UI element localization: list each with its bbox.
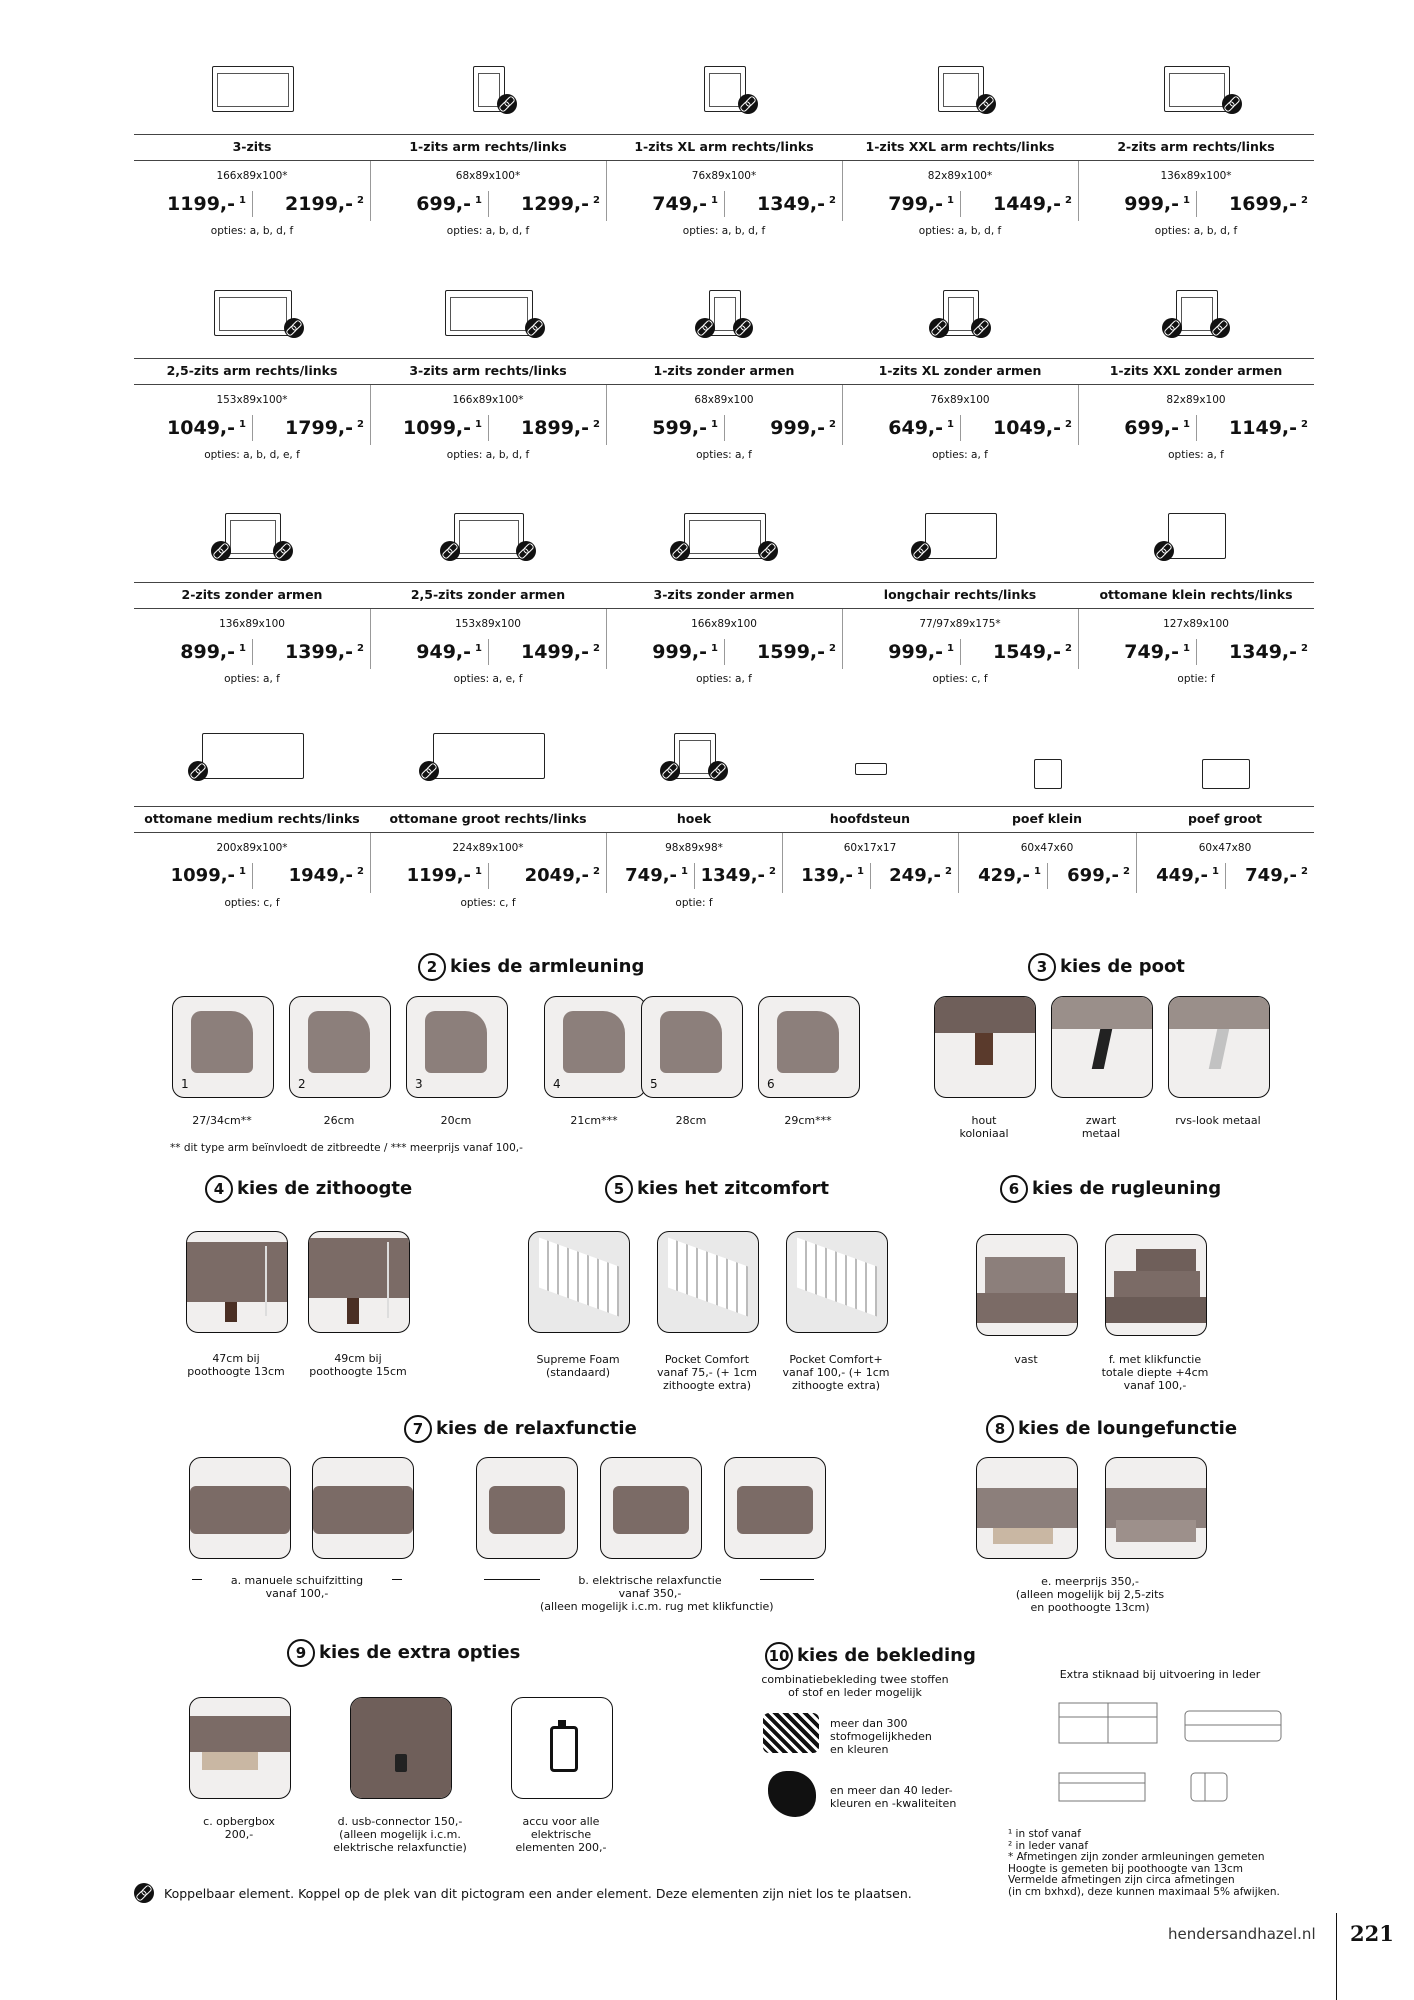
- fabric-text: meer dan 300 stofmogelijkheden en kleuren: [830, 1717, 932, 1756]
- product-name: 1-zits XL arm rechts/links: [634, 139, 814, 154]
- link-icon: [1162, 318, 1182, 338]
- section-rugleuning-title: [1000, 1175, 1221, 1203]
- product-name: 2-zits arm rechts/links: [1117, 139, 1275, 154]
- leg-caption: zwart metaal: [1081, 1114, 1121, 1140]
- relax-photo[interactable]: [724, 1457, 826, 1559]
- link-icon: [929, 318, 949, 338]
- price-leather: 1599,- $^2$: [757, 641, 836, 663]
- product-name: hoek: [676, 811, 712, 826]
- armrest-option-5[interactable]: [641, 996, 743, 1098]
- section-title-text: kies de bekleding: [797, 1645, 976, 1666]
- price-leather: 1349,- $^2$: [1229, 641, 1308, 663]
- product-options: opties: a, f: [1168, 449, 1224, 461]
- sofa-body: [313, 1486, 413, 1534]
- price-fabric: 749,- $^1$: [625, 865, 688, 886]
- comfort-caption: Pocket Comfort vanaf 75,- (+ 1cm zithoogte extra): [656, 1353, 758, 1392]
- product-dimensions: 68x89x100*: [455, 170, 521, 182]
- relax-photo[interactable]: [476, 1457, 578, 1559]
- price-fabric: 899,- $^1$: [180, 641, 246, 663]
- row-mid-rule: [134, 832, 1314, 833]
- section-zitcomfort-title: [605, 1175, 829, 1203]
- battery-icon: [550, 1726, 578, 1772]
- lounge-photo-2[interactable]: [1105, 1457, 1207, 1559]
- link-icon: [284, 318, 304, 338]
- cushion-layers: [797, 1237, 877, 1316]
- relax-photo[interactable]: [600, 1457, 702, 1559]
- sofa-element-icon: [684, 513, 766, 559]
- seat-height-47[interactable]: [186, 1231, 288, 1333]
- link-icon: [670, 541, 690, 561]
- sofa-body: [613, 1486, 689, 1534]
- price-leather: 1699,- $^2$: [1229, 193, 1308, 215]
- product-dimensions: 136x89x100: [219, 618, 285, 630]
- section-number: 4: [205, 1175, 233, 1203]
- product-dimensions: 82x89x100: [1166, 394, 1226, 406]
- price-leather: 1299,- $^2$: [521, 193, 600, 215]
- link-icon: [1154, 541, 1174, 561]
- price-fabric: 1199,- $^1$: [167, 193, 246, 215]
- product-dimensions: 153x89x100: [455, 618, 521, 630]
- section-number: 6: [1000, 1175, 1028, 1203]
- seat-height-49[interactable]: [308, 1231, 410, 1333]
- price-leather: 249,- $^2$: [889, 865, 952, 886]
- price-fabric: 999,- $^1$: [888, 641, 954, 663]
- price-fabric: 1199,- $^1$: [406, 865, 482, 886]
- product-dimensions: 60x47x60: [1020, 842, 1074, 854]
- lounge-photo-1[interactable]: [976, 1457, 1078, 1559]
- section-lounge-title: [986, 1415, 1237, 1443]
- armrest-number: 6: [767, 1077, 775, 1091]
- row-mid-rule: [134, 384, 1314, 385]
- armrest-shape: [777, 1011, 839, 1073]
- product-dimensions: 77/97x89x175*: [919, 618, 1001, 630]
- product-options: opties: c, f: [932, 673, 988, 685]
- leg-option-rvs[interactable]: [1168, 996, 1270, 1098]
- armrest-shape: [308, 1011, 370, 1073]
- product-options: opties: a, b, d, f: [1154, 225, 1238, 237]
- product-options: opties: a, f: [696, 449, 752, 461]
- section-armleuning-title: [418, 953, 644, 981]
- product-name: 1-zits XXL arm rechts/links: [865, 139, 1055, 154]
- price-fabric: 449,- $^1$: [1156, 865, 1219, 886]
- section-bekleding-title: [765, 1642, 976, 1670]
- price-fabric: 649,- $^1$: [888, 417, 954, 439]
- sofa-element-icon: [454, 513, 524, 559]
- link-icon: [273, 541, 293, 561]
- link-icon: [758, 541, 778, 561]
- section-relax-title: [404, 1415, 637, 1443]
- armrest-note: ** dit type arm beïnvloedt de zitbreedte / *** meerprijs vanaf 100,-: [170, 1142, 523, 1154]
- link-icon: [525, 318, 545, 338]
- footnote: * Afmetingen zijn zonder armleuningen gemeten: [1008, 1851, 1265, 1863]
- product-dimensions: 136x89x100*: [1160, 170, 1232, 182]
- price-leather: 999,- $^2$: [770, 417, 836, 439]
- product-options: opties: c, f: [224, 897, 280, 909]
- section-number: 2: [418, 953, 446, 981]
- price-leather: 699,- $^2$: [1067, 865, 1130, 886]
- link-icon: [911, 541, 931, 561]
- stitch-drawings: [1055, 1697, 1295, 1817]
- price-leather: 1949,- $^2$: [288, 865, 364, 886]
- fabric-icon: [763, 1713, 819, 1753]
- armrest-caption: 27/34cm**: [192, 1114, 252, 1127]
- bekleding-subtitle: combinatiebekleding twee stoffen of stof en leder mogelijk: [761, 1673, 949, 1699]
- footnote: Vermelde afmetingen zijn circa afmetingen: [1008, 1874, 1235, 1886]
- product-dimensions: 76x89x100: [930, 394, 990, 406]
- section-poot-title: [1028, 953, 1185, 981]
- price-leather: 1349,- $^2$: [757, 193, 836, 215]
- price-fabric: 699,- $^1$: [416, 193, 482, 215]
- product-name: longchair rechts/links: [883, 587, 1037, 602]
- price-fabric: 1049,- $^1$: [167, 417, 246, 439]
- link-icon: [497, 94, 517, 114]
- link-icon: [733, 318, 753, 338]
- website[interactable]: hendersandhazel.nl: [1168, 1925, 1316, 1943]
- relax-photo[interactable]: [312, 1457, 414, 1559]
- price-fabric: 749,- $^1$: [652, 193, 718, 215]
- price-fabric: 949,- $^1$: [416, 641, 482, 663]
- product-name: 1-zits zonder armen: [653, 363, 795, 378]
- armrest-caption: 29cm***: [784, 1114, 832, 1127]
- extra-usb[interactable]: [350, 1697, 452, 1799]
- sofa-element-icon: [214, 290, 292, 336]
- sofa-element-icon: [202, 733, 304, 779]
- link-icon: [1210, 318, 1230, 338]
- section-number: 10: [765, 1642, 793, 1670]
- section-number: 5: [605, 1175, 633, 1203]
- product-options: opties: a, f: [224, 673, 280, 685]
- price-leather: 1799,- $^2$: [285, 417, 364, 439]
- seat-height-caption: 47cm bij poothoogte 13cm: [187, 1352, 285, 1378]
- armrest-shape: [563, 1011, 625, 1073]
- section-title-text: kies de poot: [1060, 956, 1185, 977]
- row-top-rule: [134, 582, 1314, 583]
- armrest-caption: 21cm***: [570, 1114, 618, 1127]
- armrest-caption: 28cm: [675, 1114, 707, 1127]
- product-name: 2,5-zits zonder armen: [410, 587, 566, 602]
- product-dimensions: 98x89x98*: [665, 842, 723, 854]
- cushion-layers: [539, 1237, 619, 1316]
- section-title-text: kies de loungefunctie: [1018, 1418, 1238, 1439]
- price-leather: 1349,- $^2$: [700, 865, 776, 886]
- product-dimensions: 68x89x100: [694, 394, 754, 406]
- product-options: opties: a, b, d, e, f: [204, 449, 300, 461]
- comfort-caption: Supreme Foam (standaard): [536, 1353, 620, 1379]
- leg-option-zwart[interactable]: [1051, 996, 1153, 1098]
- koppel-legend: Koppelbaar element. Koppel op de plek van dit pictogram een ander element. Deze elementen zijn niet los te plaatsen.: [164, 1886, 912, 1901]
- footnote: (in cm bxhxd), deze kunnen maximaal 5% afwijken.: [1008, 1885, 1280, 1898]
- battery-terminal: [558, 1720, 566, 1726]
- price-leather: 749,- $^2$: [1245, 865, 1308, 886]
- price-fabric: 799,- $^1$: [888, 193, 954, 215]
- sofa-element-icon: [1202, 759, 1250, 789]
- armrest-shape: [425, 1011, 487, 1073]
- product-options: opties: a, b, d, f: [446, 225, 530, 237]
- product-name: ottomane groot rechts/links: [389, 811, 587, 826]
- link-icon: [976, 94, 996, 114]
- price-leather: 1499,- $^2$: [521, 641, 600, 663]
- section-number: 9: [287, 1639, 315, 1667]
- armrest-number: 3: [415, 1077, 423, 1091]
- armrest-number: 5: [650, 1077, 658, 1091]
- product-name: 3-zits arm rechts/links: [409, 363, 567, 378]
- section-title-text: kies het zitcomfort: [637, 1178, 829, 1199]
- price-fabric: 429,- $^1$: [978, 865, 1041, 886]
- row-mid-rule: [134, 160, 1314, 161]
- product-dimensions: 60x47x80: [1198, 842, 1252, 854]
- price-fabric: 599,- $^1$: [652, 417, 718, 439]
- product-options: opties: a, b, d, f: [918, 225, 1002, 237]
- product-name: 2,5-zits arm rechts/links: [166, 363, 338, 378]
- price-fabric: 749,- $^1$: [1124, 641, 1190, 663]
- sofa-element-icon: [855, 763, 887, 775]
- extra-accu[interactable]: [511, 1697, 613, 1799]
- product-name: poef groot: [1187, 811, 1263, 826]
- armrest-option-6[interactable]: [758, 996, 860, 1098]
- comfort-option[interactable]: [786, 1231, 888, 1333]
- sofa-element-icon: [433, 733, 545, 779]
- page-number: 221: [1350, 1921, 1394, 1946]
- product-dimensions: 127x89x100: [1163, 618, 1229, 630]
- price-fabric: 139,- $^1$: [801, 865, 864, 886]
- extra-opbergbox[interactable]: [189, 1697, 291, 1799]
- price-leather: 1899,- $^2$: [521, 417, 600, 439]
- armrest-shape: [191, 1011, 253, 1073]
- product-dimensions: 82x89x100*: [927, 170, 993, 182]
- lounge-caption: e. meerprijs 350,- (alleen mogelijk bij 2,5-zits en poothoogte 13cm): [1015, 1575, 1165, 1614]
- price-leather: 1549,- $^2$: [993, 641, 1072, 663]
- section-number: 3: [1028, 953, 1056, 981]
- product-name: 1-zits arm rechts/links: [409, 139, 567, 154]
- relax-b-caption: b. elektrische relaxfunctie vanaf 350,- (alleen mogelijk i.c.m. rug met klikfunctie): [540, 1574, 774, 1613]
- link-icon: [419, 761, 439, 781]
- leather-text: en meer dan 40 leder- kleuren en -kwaliteiten: [830, 1784, 957, 1810]
- sofa-element-icon: [212, 66, 294, 112]
- product-dimensions: 166x89x100: [691, 618, 757, 630]
- comfort-option[interactable]: [657, 1231, 759, 1333]
- price-leather: 1399,- $^2$: [285, 641, 364, 663]
- sofa-body: [737, 1486, 813, 1534]
- product-dimensions: 166x89x100*: [452, 394, 524, 406]
- product-name: 3-zits: [232, 139, 272, 154]
- relax-a-caption: a. manuele schuifzitting vanaf 100,-: [202, 1574, 392, 1600]
- extra-caption: accu voor alle elektrische elementen 200,-: [515, 1815, 607, 1854]
- leg-option-hout[interactable]: [934, 996, 1036, 1098]
- product-dimensions: 224x89x100*: [452, 842, 524, 854]
- armrest-number: 1: [181, 1077, 189, 1091]
- link-icon: [708, 761, 728, 781]
- product-options: opties: a, f: [696, 673, 752, 685]
- section-number: 7: [404, 1415, 432, 1443]
- armrest-caption: 26cm: [323, 1114, 355, 1127]
- row-top-rule: [134, 134, 1314, 135]
- product-name: 3-zits zonder armen: [653, 587, 795, 602]
- product-options: optie: f: [1177, 673, 1215, 685]
- cushion-layers: [668, 1237, 748, 1316]
- product-options: opties: a, b, d, f: [210, 225, 294, 237]
- sofa-body: [489, 1486, 565, 1534]
- price-leather: 1449,- $^2$: [993, 193, 1072, 215]
- sofa-element-icon: [925, 513, 997, 559]
- price-leather: 1049,- $^2$: [993, 417, 1072, 439]
- seat-height-caption: 49cm bij poothoogte 15cm: [309, 1352, 407, 1378]
- leg-caption: hout koloniaal: [959, 1114, 1009, 1140]
- product-options: opties: a, f: [932, 449, 988, 461]
- relax-photo[interactable]: [189, 1457, 291, 1559]
- back-option-klik[interactable]: [1105, 1234, 1207, 1336]
- armrest-number: 4: [553, 1077, 561, 1091]
- product-dimensions: 60x17x17: [843, 842, 897, 854]
- link-icon: [695, 318, 715, 338]
- leg-caption: rvs-look metaal: [1175, 1114, 1261, 1127]
- leather-icon: [768, 1771, 816, 1817]
- product-dimensions: 76x89x100*: [691, 170, 757, 182]
- product-options: opties: c, f: [460, 897, 516, 909]
- armrest-option-3[interactable]: [406, 996, 508, 1098]
- footnote-list: [1008, 1829, 1280, 1898]
- section-number: 8: [986, 1415, 1014, 1443]
- link-icon: [440, 541, 460, 561]
- product-options: opties: a, b, d, f: [682, 225, 766, 237]
- stitch-title: Extra stiknaad bij uitvoering in leder: [1059, 1668, 1261, 1681]
- footnote: Hoogte is gemeten bij poothoogte van 13cm: [1008, 1862, 1243, 1875]
- comfort-option[interactable]: [528, 1231, 630, 1333]
- link-icon: [134, 1883, 154, 1903]
- footnote: ¹ in stof vanaf: [1008, 1828, 1081, 1840]
- price-fabric: 699,- $^1$: [1124, 417, 1190, 439]
- link-icon: [660, 761, 680, 781]
- sofa-body: [190, 1486, 290, 1534]
- link-icon: [211, 541, 231, 561]
- price-fabric: 999,- $^1$: [1124, 193, 1190, 215]
- row-top-rule: [134, 358, 1314, 359]
- product-name: ottomane medium rechts/links: [144, 811, 360, 826]
- footnote: ² in leder vanaf: [1008, 1839, 1089, 1852]
- link-icon: [188, 761, 208, 781]
- extra-caption: c. opbergbox 200,-: [203, 1815, 275, 1841]
- armrest-caption: 20cm: [440, 1114, 472, 1127]
- footer-divider: [1336, 1913, 1337, 2000]
- section-zithoogte-title: [205, 1175, 412, 1203]
- price-leather: 2049,- $^2$: [524, 865, 600, 886]
- product-dimensions: 166x89x100*: [216, 170, 288, 182]
- link-icon: [1222, 94, 1242, 114]
- product-name: 2-zits zonder armen: [181, 587, 323, 602]
- section-title-text: kies de zithoogte: [237, 1178, 413, 1199]
- section-title-text: kies de rugleuning: [1032, 1178, 1222, 1199]
- armrest-option-2[interactable]: [289, 996, 391, 1098]
- sofa-element-icon: [1168, 513, 1226, 559]
- link-icon: [971, 318, 991, 338]
- link-icon: [516, 541, 536, 561]
- armrest-option-4[interactable]: [544, 996, 646, 1098]
- price-fabric: 1099,- $^1$: [170, 865, 246, 886]
- price-fabric: 999,- $^1$: [652, 641, 718, 663]
- link-icon: [738, 94, 758, 114]
- section-title-text: kies de relaxfunctie: [436, 1418, 637, 1439]
- product-options: opties: a, b, d, f: [446, 449, 530, 461]
- product-options: optie: f: [675, 897, 713, 909]
- section-title-text: kies de extra opties: [319, 1642, 521, 1663]
- price-leather: 1149,- $^2$: [1229, 417, 1308, 439]
- back-option-vast[interactable]: [976, 1234, 1078, 1336]
- comfort-caption: Pocket Comfort+ vanaf 100,- (+ 1cm zithoogte extra): [782, 1353, 890, 1392]
- armrest-number: 2: [298, 1077, 306, 1091]
- sofa-element-icon: [1164, 66, 1230, 112]
- extra-caption: d. usb-connector 150,- (alleen mogelijk i.c.m. elektrische relaxfunctie): [333, 1815, 467, 1854]
- row-top-rule: [134, 806, 1314, 807]
- section-extra-title: [287, 1639, 520, 1667]
- armrest-option-1[interactable]: [172, 996, 274, 1098]
- armrest-shape: [660, 1011, 722, 1073]
- price-leather: 2199,- $^2$: [285, 193, 364, 215]
- product-options: opties: a, e, f: [453, 673, 523, 685]
- back-caption: vast: [1014, 1353, 1038, 1366]
- price-fabric: 1099,- $^1$: [403, 417, 482, 439]
- product-name: hoofdsteun: [829, 811, 911, 826]
- product-name: ottomane klein rechts/links: [1099, 587, 1293, 602]
- product-name: 1-zits XL zonder armen: [878, 363, 1042, 378]
- back-caption: f. met klikfunctie totale diepte +4cm vanaf 100,-: [1101, 1353, 1209, 1392]
- product-dimensions: 200x89x100*: [216, 842, 288, 854]
- sofa-element-icon: [1034, 759, 1062, 789]
- section-title-text: kies de armleuning: [450, 956, 645, 977]
- row-mid-rule: [134, 608, 1314, 609]
- sofa-element-icon: [445, 290, 533, 336]
- product-name: 1-zits XXL zonder armen: [1109, 363, 1283, 378]
- product-dimensions: 153x89x100*: [216, 394, 288, 406]
- product-name: poef klein: [1011, 811, 1083, 826]
